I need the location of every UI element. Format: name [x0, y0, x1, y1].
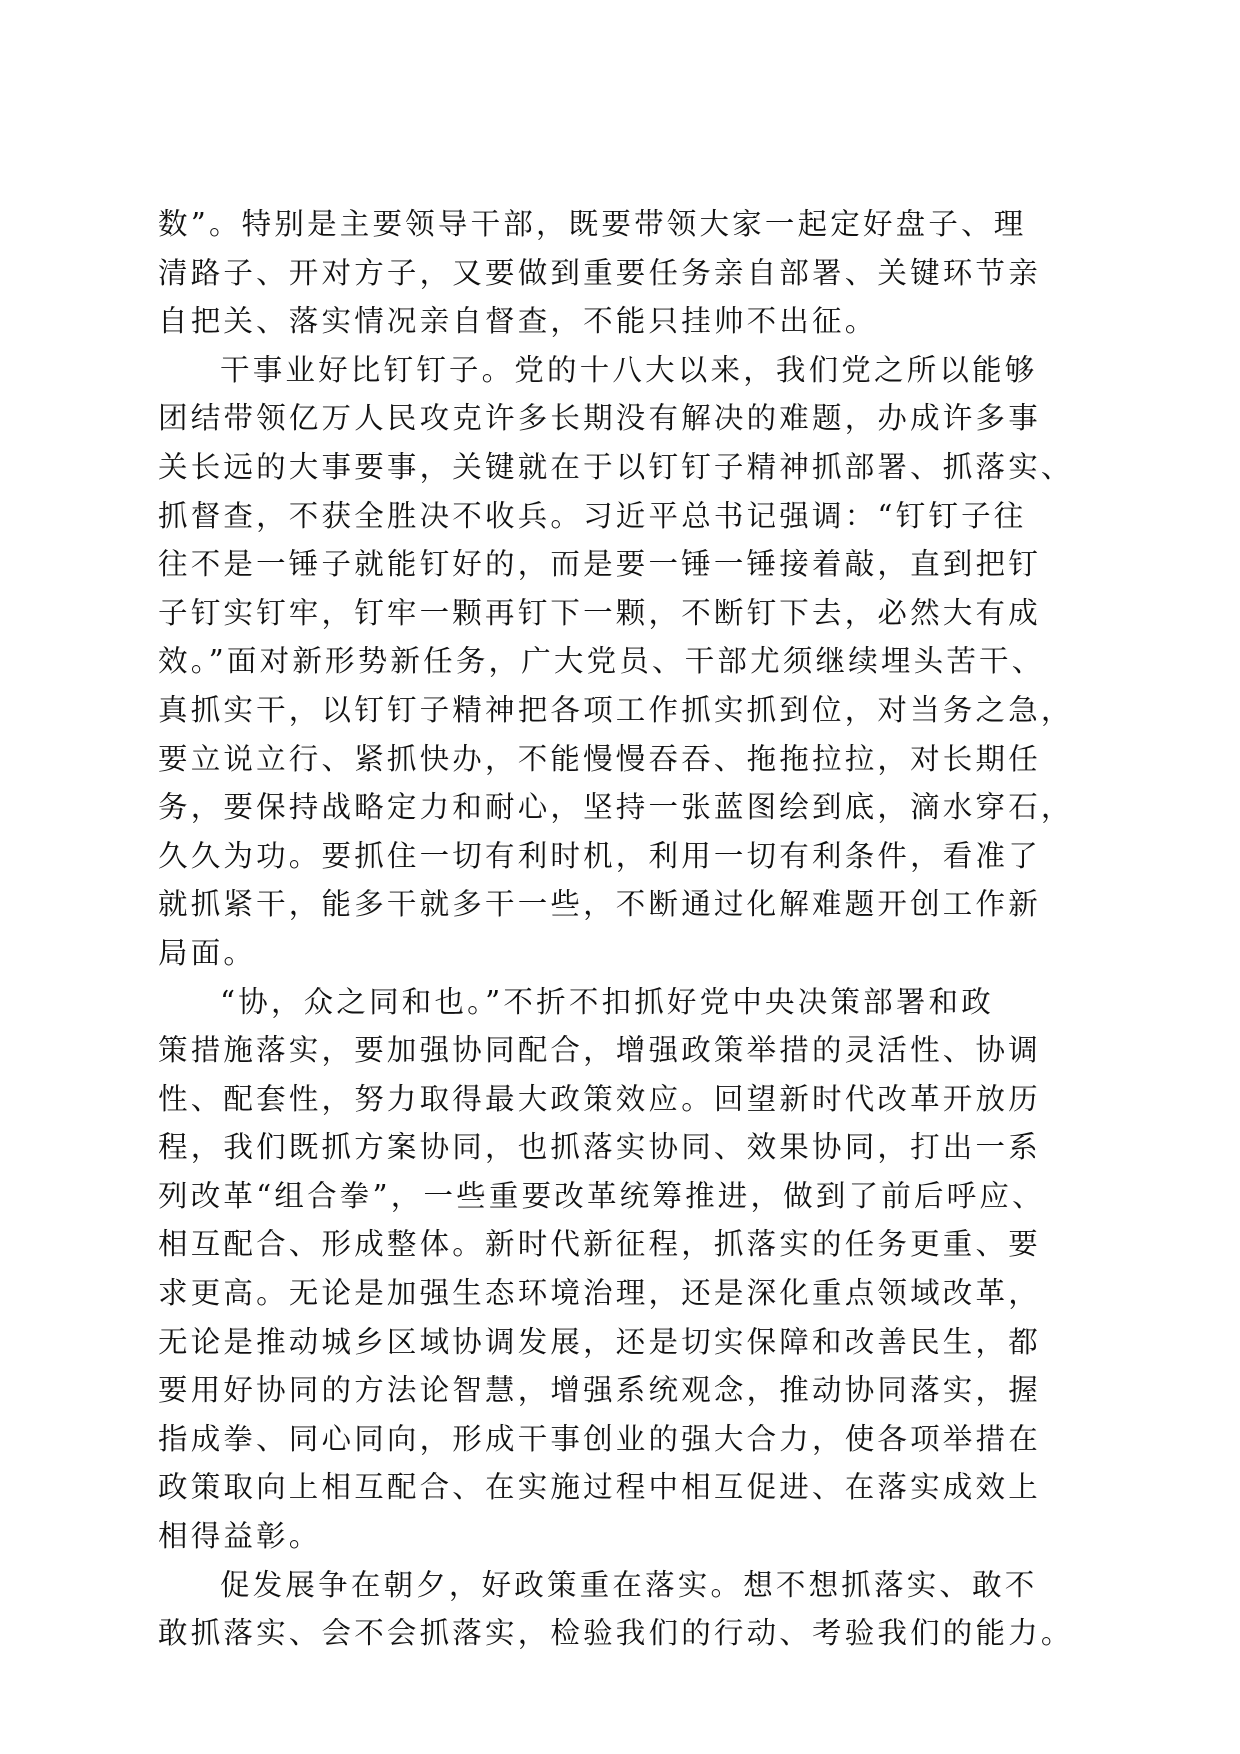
text-line: 求更高。无论是加强生态环境治理，还是深化重点领域改革，	[158, 1276, 1041, 1311]
text-line: 真抓实干，以钉钉子精神把各项工作抓实抓到位，对当务之急，	[158, 692, 1074, 727]
text-line: 无论是推动城乡区域协调发展，还是切实保障和改善民生，都	[158, 1324, 1041, 1359]
text-line: 自把关、落实情况亲自督查，不能只挂帅不出征。	[158, 304, 878, 339]
text-line: 抓督查，不获全胜决不收兵。习近平总书记强调：“钉钉子往	[158, 498, 1027, 533]
text-line: “协，众之同和也。”不折不扣抓好党中央决策部署和政	[220, 984, 994, 1019]
text-line: 子钉实钉牢，钉牢一颗再钉下一颗，不断钉下去，必然大有成	[158, 595, 1041, 630]
text-line: 策措施落实，要加强协同配合，增强政策举措的灵活性、协调	[158, 1033, 1041, 1068]
text-line: 相互配合、形成整体。新时代新征程，抓落实的任务更重、要	[158, 1227, 1041, 1262]
text-line: 性、配套性，努力取得最大政策效应。回望新时代改革开放历	[158, 1081, 1041, 1116]
text-line: 务，要保持战略定力和耐心，坚持一张蓝图绘到底，滴水穿石，	[158, 790, 1074, 825]
text-line: 程，我们既抓方案协同，也抓落实协同、效果协同，打出一系	[158, 1130, 1041, 1165]
text-line: 促发展争在朝夕，好政策重在落实。想不想抓落实、敢不	[220, 1567, 1038, 1602]
text-line: 效。”面对新形势新任务，广大党员、干部尤须继续埋头苦干、	[158, 644, 1045, 679]
paragraph-4	[158, 1561, 1088, 1658]
text-line: 局面。	[158, 935, 257, 970]
document-page	[158, 200, 1088, 1658]
text-line: 相得益彰。	[158, 1519, 322, 1554]
text-line: 列改革“组合拳”，一些重要改革统筹推进，做到了前后呼应、	[158, 1178, 1045, 1213]
text-line: 指成拳、同心同向，形成干事创业的强大合力，使各项举措在	[158, 1421, 1041, 1456]
text-line: 往不是一锤子就能钉好的，而是要一锤一锤接着敲，直到把钉	[158, 547, 1041, 582]
text-line: 久久为功。要抓住一切有利时机，利用一切有利条件，看准了	[158, 838, 1041, 873]
text-line: 要立说立行、紧抓快办，不能慢慢吞吞、拖拖拉拉，对长期任	[158, 741, 1041, 776]
text-line: 团结带领亿万人民攻克许多长期没有解决的难题，办成许多事	[158, 401, 1041, 436]
text-line: 就抓紧干，能多干就多干一些，不断通过化解难题开创工作新	[158, 887, 1041, 922]
text-line: 关长远的大事要事，关键就在于以钉钉子精神抓部署、抓落实、	[158, 449, 1074, 484]
text-line: 干事业好比钉钉子。党的十八大以来，我们党之所以能够	[220, 352, 1038, 387]
paragraph-2	[158, 346, 1088, 978]
text-line: 要用好协同的方法论智慧，增强系统观念，推动协同落实，握	[158, 1373, 1041, 1408]
text-line: 数”。特别是主要领导干部，既要带领大家一起定好盘子、理	[158, 207, 1027, 241]
paragraph-1	[158, 200, 1088, 346]
text-line: 敢抓落实、会不会抓落实，检验我们的行动、考验我们的能力。	[158, 1616, 1074, 1651]
paragraph-3	[158, 978, 1088, 1561]
text-line: 清路子、开对方子，又要做到重要任务亲自部署、关键环节亲	[158, 255, 1041, 290]
text-line: 政策取向上相互配合、在实施过程中相互促进、在落实成效上	[158, 1470, 1041, 1505]
